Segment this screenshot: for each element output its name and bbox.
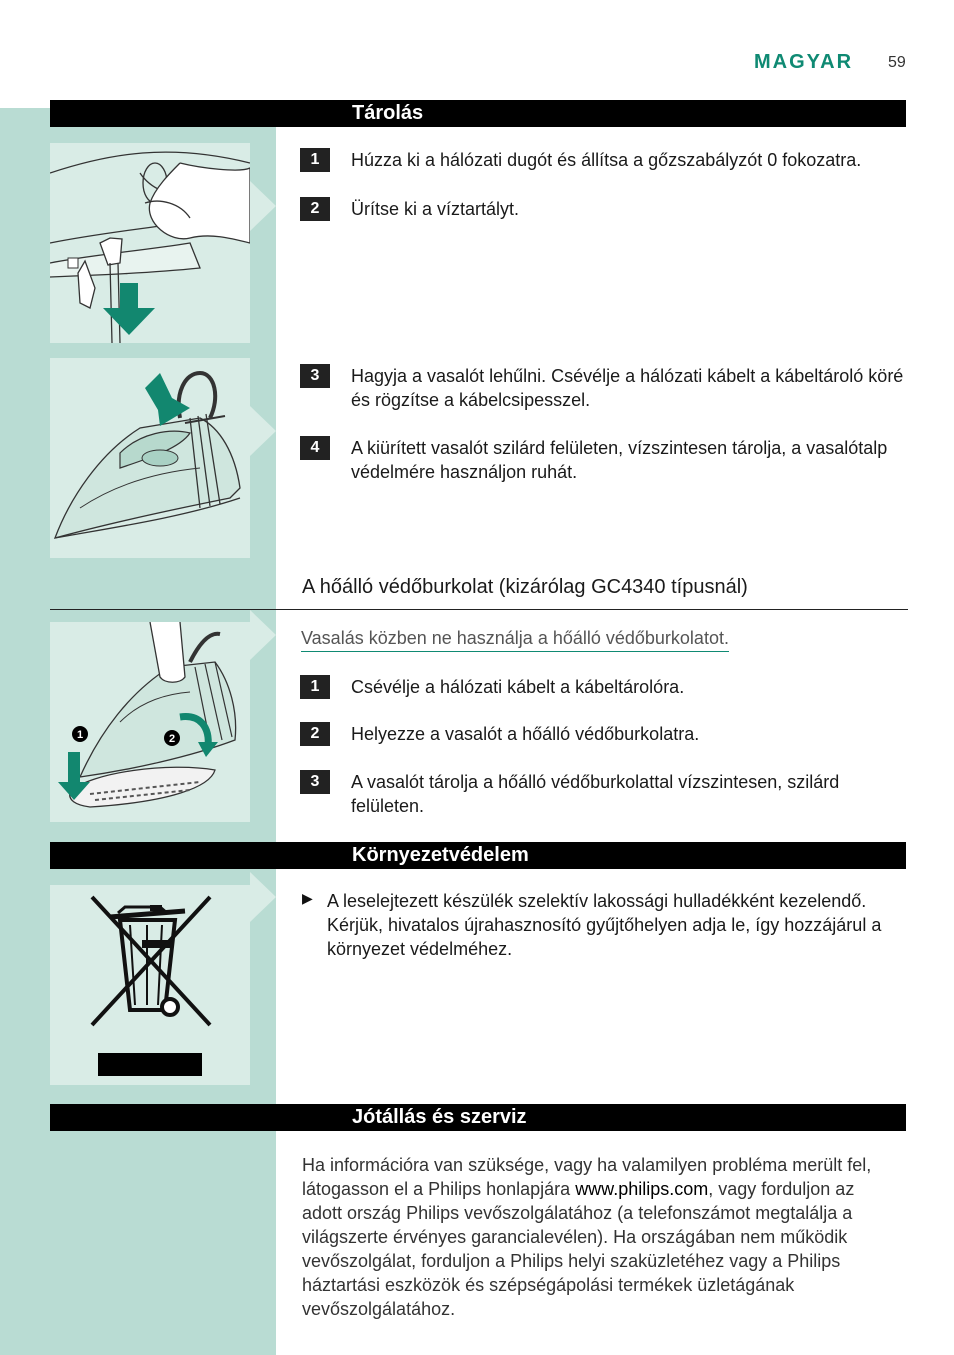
step-text: A vasalót tárolja a hőálló védőburkolattal vízszintesen, szilárd felületen.: [351, 772, 840, 816]
figure-wind-cord: [50, 358, 250, 558]
figure-marker-1: 1: [76, 729, 84, 741]
figure-pointer: [250, 406, 276, 456]
step-number: 3: [300, 770, 330, 794]
step-text: A kiürített vasalót szilárd felületen, vízszintesen tárolja, a vasalótalp védelmére használjon ruhát.: [351, 438, 888, 482]
figure-heat-cover: [50, 622, 250, 822]
warranty-text-after: , vagy forduljon az adott ország Philips vevőszolgálatához (a telefonszámot megtalálja a világszerte érvényes garancialevélen). Ha országában nem működik vevőszolgálat, forduljon a Philips helyi szaküzletéhez vagy a Philips háztartási eszközök és szépségápolási termékek üzletágának vevőszolgálatához.: [302, 1179, 855, 1319]
section-bar-environment: [50, 842, 906, 869]
section-title-warranty: Jótállás és szerviz: [352, 1106, 527, 1128]
figure-pointer: [250, 181, 276, 231]
section-title-environment: Környezetvédelem: [352, 844, 529, 866]
warning-text: Vasalás közben ne használja a hőálló védőburkolatot.: [301, 626, 729, 652]
figure-pointer: [250, 872, 276, 922]
subsection-title-cover: A hőálló védőburkolat (kizárólag GC4340 típusnál): [302, 576, 748, 598]
figure-pointer: [250, 610, 276, 660]
language-label: MAGYAR: [754, 51, 854, 73]
figure-marker-2: 2: [168, 733, 176, 745]
step-text: Csévélje a hálózati kábelt a kábeltárolóra.: [351, 677, 685, 697]
step-text: Húzza ki a hálózati dugót és állítsa a gőzszabályzót 0 fokozatra.: [351, 150, 862, 170]
divider: [50, 609, 908, 610]
step-text: Helyezze a vasalót a hőálló védőburkolatra.: [351, 724, 700, 744]
triangle-bullet-icon: ▶: [302, 890, 313, 906]
step-text: Ürítse ki a víztartályt.: [351, 199, 520, 219]
step-number: 3: [300, 364, 330, 388]
page-number: 59: [888, 54, 906, 71]
section-title-storage: Tárolás: [352, 102, 424, 124]
warranty-text-before: Ha információra van szüksége, vagy ha valamilyen probléma merült fel, látogasson el a Philips honlapjára: [302, 1155, 872, 1199]
section-bar-storage: [50, 100, 906, 127]
step-number: 1: [300, 148, 330, 172]
environment-text: A leselejtezett készülék szelektív lakossági hulladékként kezelendő. Kérjük, hivatalos újrahasznosító gyűjtőhelyen adja le, így hozzájárul a környezet védelméhez.: [327, 891, 882, 959]
figure-weee-symbol: [50, 885, 250, 1085]
step-text: Hagyja a vasalót lehűlni. Csévélje a hálózati kábelt a kábeltároló köré és rögzítse a kábelcsipesszel.: [351, 366, 904, 410]
step-number: 4: [300, 436, 330, 460]
step-number: 2: [300, 722, 330, 746]
figure-unplug-iron: [50, 143, 250, 343]
step-number: 2: [300, 197, 330, 221]
section-bar-warranty: [50, 1104, 906, 1131]
step-number: 1: [300, 675, 330, 699]
warranty-text: [302, 1153, 898, 1321]
philips-website-link[interactable]: www.philips.com: [575, 1179, 709, 1199]
